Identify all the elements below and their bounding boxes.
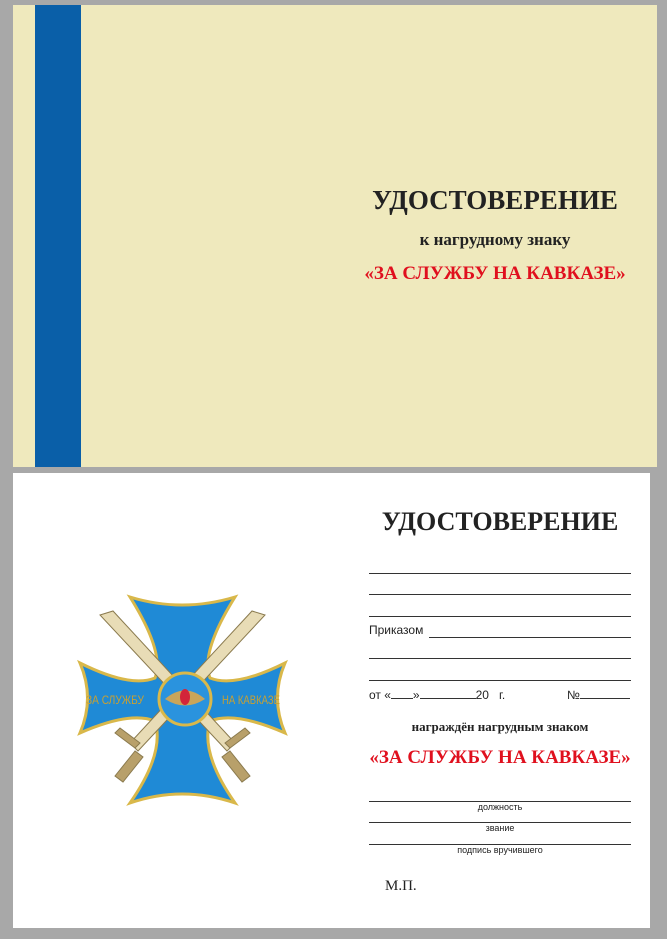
position-label: должность <box>477 802 523 812</box>
cover-subtitle: к нагрудному знаку <box>419 230 571 249</box>
day-field[interactable] <box>391 698 413 699</box>
number-label: № <box>567 688 580 702</box>
number-row <box>567 688 630 702</box>
date-row <box>369 688 505 702</box>
cover-award: «ЗА СЛУЖБУ НА КАВКАЗЕ» <box>364 263 626 284</box>
certificate-cover <box>13 5 657 467</box>
inner-award: «ЗА СЛУЖБУ НА КАВКАЗЕ» <box>369 747 631 768</box>
order-field[interactable] <box>429 637 631 638</box>
badge-text-right: НА КАВКАЗЕ <box>222 693 280 707</box>
rank-label: звание <box>485 823 515 833</box>
stamp-label: М.П. <box>385 878 417 894</box>
blank-line[interactable] <box>369 594 631 595</box>
date-mid: » <box>412 688 420 702</box>
inner-title: УДОСТОВЕРЕНИЕ <box>381 507 619 536</box>
blue-stripe <box>35 5 81 467</box>
date-prefix: от « <box>369 688 391 702</box>
signature-label: подпись вручившего <box>457 845 543 855</box>
number-field[interactable] <box>580 698 630 699</box>
month-field[interactable] <box>420 698 476 699</box>
year: 20 <box>475 688 489 702</box>
blank-line[interactable] <box>369 680 631 681</box>
blank-line[interactable] <box>369 573 631 574</box>
badge-text-left: ЗА СЛУЖБУ <box>86 693 145 707</box>
blank-line[interactable] <box>369 616 631 617</box>
cover-title: УДОСТОВЕРЕНИЕ <box>372 185 618 215</box>
blank-line[interactable] <box>369 658 631 659</box>
order-label: Приказом <box>369 623 424 637</box>
awarded-text: награждён нагрудным знаком <box>411 719 589 734</box>
year-suffix: г. <box>498 688 506 702</box>
badge-image <box>75 593 295 808</box>
certificate-inner <box>13 473 650 928</box>
